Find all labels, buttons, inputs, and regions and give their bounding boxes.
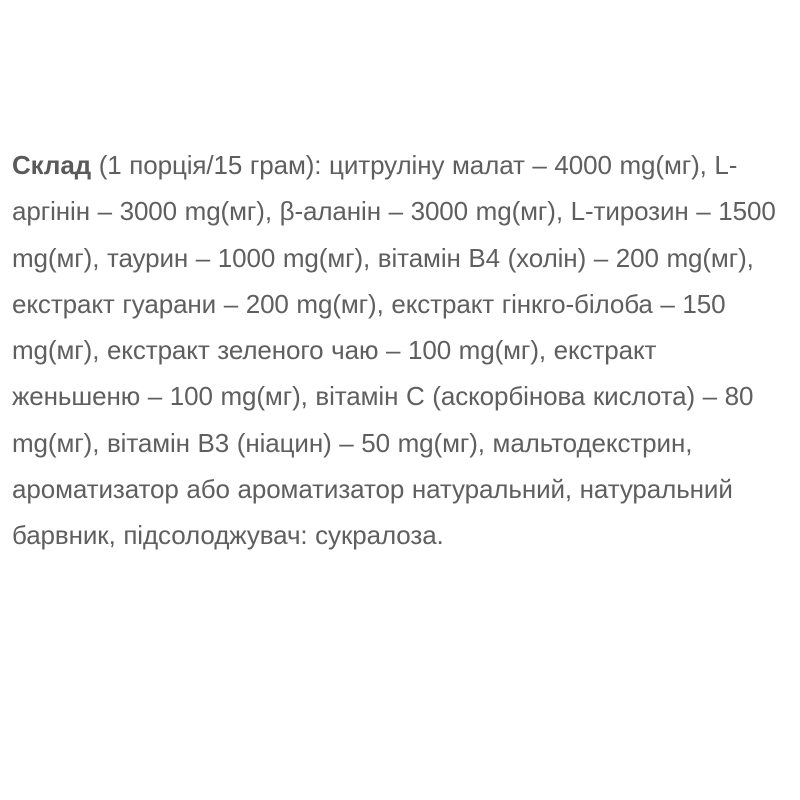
composition-text: (1 порція/15 грам): цитруліну малат – 4000 mg(мг), L-аргінін – 3000 mg(мг), β-аланін – 3000 mg(мг), L-тирозин – 1500 mg(мг), таурин – 1000 mg(мг), вітамін В4 (холін) – 200 mg(мг), екстракт гуарани – 200 mg(мг), екстракт гінкго-білоба – 150 mg(мг), екстракт зеленого чаю – 100 mg(мг), екстракт женьшеню – 100 mg(мг), вітамін С (аскорбінова кислота) – 80 mg(мг), вітамін В3 (ніацин) – 50 mg(мг), мальтодекстрин, ароматизатор або ароматизатор натуральний, натуральний барвник, підсолоджувач: сукралоза. — [12, 150, 776, 551]
composition-paragraph — [12, 142, 788, 559]
composition-label: Склад — [12, 150, 92, 180]
